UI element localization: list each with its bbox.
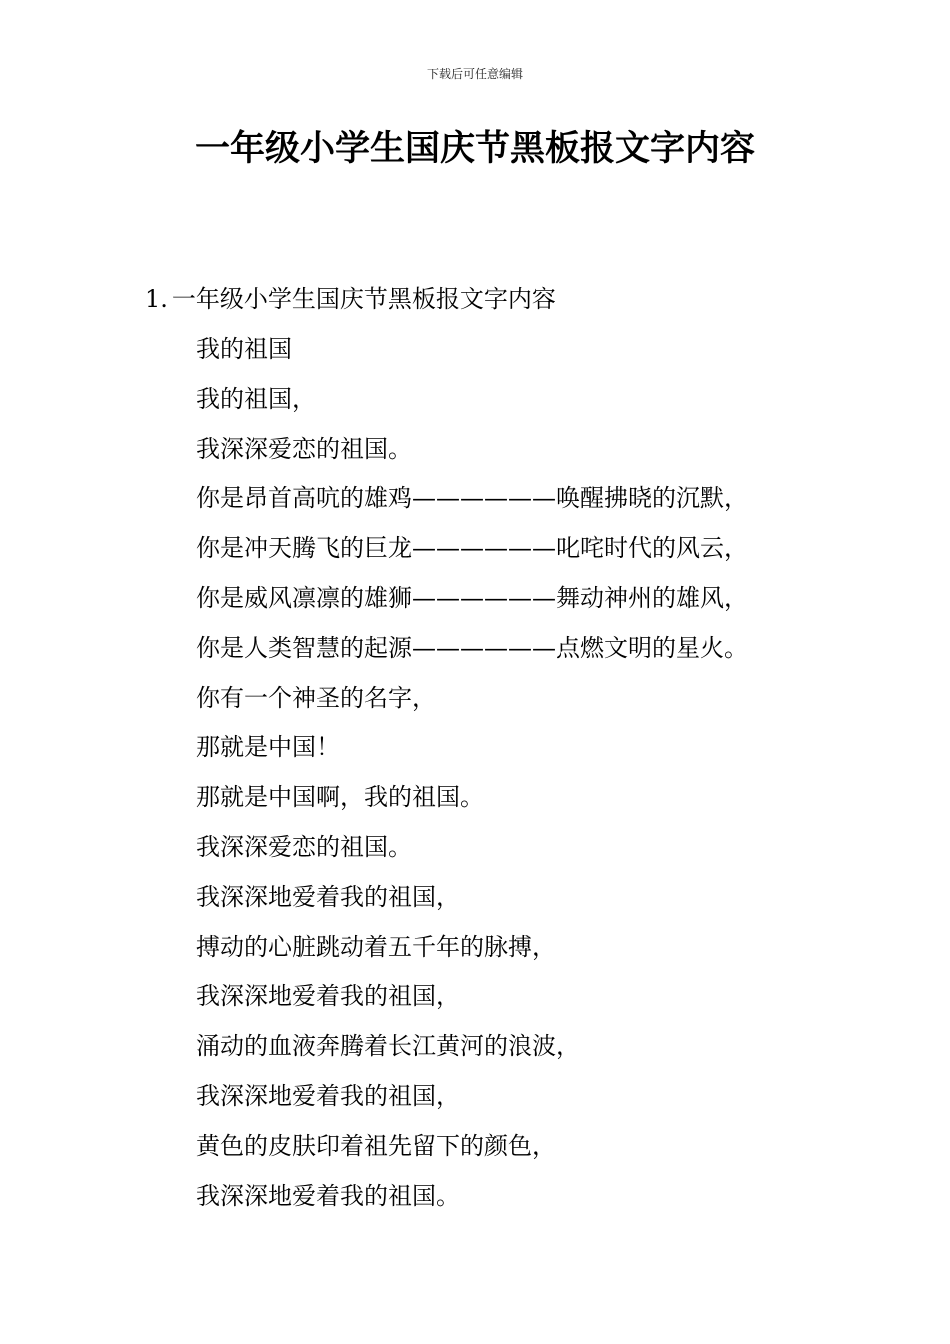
section-number: 1. <box>145 285 168 313</box>
section-heading <box>145 283 556 315</box>
poem-line: 我深深爱恋的祖国。 <box>196 434 412 463</box>
poem-line: 搏动的心脏跳动着五千年的脉搏， <box>196 932 556 961</box>
poem-line: 你是昂首高吭的雄鸡——————唤醒拂晓的沉默， <box>196 484 748 513</box>
poem-line: 我深深地爱着我的祖国， <box>196 1081 460 1110</box>
document-title: 一年级小学生国庆节黑板报文字内容 <box>194 129 755 169</box>
poem-line: 你是威风凛凛的雄狮——————舞动神州的雄风， <box>196 583 748 612</box>
poem-line: 我的祖国 <box>196 335 292 363</box>
poem-line: 你是冲天腾飞的巨龙——————叱咤时代的风云， <box>196 534 748 563</box>
poem-body <box>196 333 748 1229</box>
poem-line: 我深深地爱着我的祖国， <box>196 882 460 911</box>
section-heading-text: 一年级小学生国庆节黑板报文字内容 <box>171 285 556 313</box>
poem-line: 黄色的皮肤印着祖先留下的颜色， <box>196 1131 556 1160</box>
poem-line: 你有一个神圣的名字， <box>196 683 436 712</box>
header-note: 下载后可任意编辑 <box>426 67 523 81</box>
poem-line: 我深深地爱着我的祖国。 <box>196 1181 460 1210</box>
poem-line: 我深深地爱着我的祖国， <box>196 982 460 1011</box>
poem-line: 我的祖国， <box>196 384 316 413</box>
poem-line: 你是人类智慧的起源——————点燃文明的星火。 <box>196 633 748 662</box>
poem-line: 我深深爱恋的祖国。 <box>196 832 412 861</box>
poem-line: 那就是中国啊，我的祖国。 <box>196 783 484 812</box>
poem-line: 涌动的血液奔腾着长江黄河的浪波， <box>196 1032 580 1061</box>
poem-line: 那就是中国！ <box>196 733 340 762</box>
